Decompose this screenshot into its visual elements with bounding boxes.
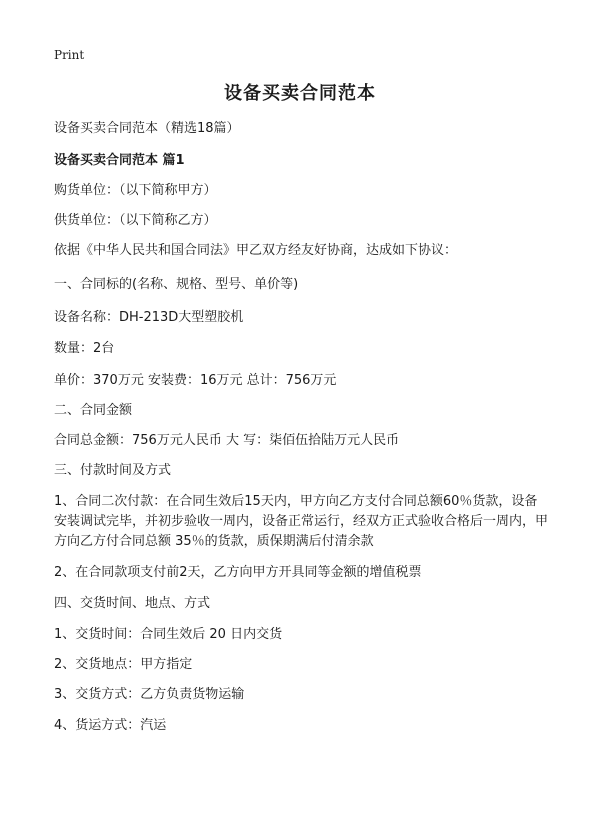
document-subtitle: 设备买卖合同范本（精选18篇） (54, 121, 240, 136)
delivery-method-line: 3、交货方式：乙方负责货物运输 (54, 687, 245, 702)
item1-heading: 一、合同标的(名称、规格、型号、单价等) (54, 277, 299, 292)
payment-paragraph-2: 2、在合同款项支付前2天，乙方向甲方开具同等金额的增值税票 (54, 565, 422, 580)
section-heading: 设备买卖合同范本 篇1 (54, 153, 185, 168)
seller-line: 供货单位：（以下简称乙方） (54, 213, 217, 228)
payment-paragraph-1: 1、合同二次付款：在合同生效后15天内，甲方向乙方支付合同总额60％货款，设备安装调试完毕，并初步验收一周内，设备正常运行，经双方正式验收合格后一周内，甲方向乙方付合同总额 35％的货款，质保期满后付清余款 (54, 494, 549, 549)
unit-price-line: 单价：370万元 安装费：16万元 总计：756万元 (54, 373, 337, 388)
total-amount-line: 合同总金额：756万元人民币 大 写：柒佰伍拾陆万元人民币 (54, 433, 400, 448)
item2-heading: 二、合同金额 (54, 403, 133, 418)
delivery-place-line: 2、交货地点：甲方指定 (54, 657, 193, 672)
equipment-name-line: 设备名称：DH-213D大型塑胶机 (54, 310, 244, 325)
item3-heading: 三、付款时间及方式 (54, 463, 172, 478)
quantity-line: 数量：2台 (54, 341, 115, 356)
delivery-time-line: 1、交货时间：合同生效后 20 日内交货 (54, 627, 283, 642)
buyer-line: 购货单位：（以下简称甲方） (54, 183, 217, 198)
document-title: 设备买卖合同范本 (224, 83, 376, 104)
shipping-method-line: 4、货运方式：汽运 (54, 718, 167, 733)
intro-line: 依据《中华人民共和国合同法》甲乙双方经友好协商，达成如下协议： (54, 243, 458, 258)
print-link[interactable]: Print (54, 48, 85, 62)
item4-heading: 四、交货时间、地点、方式 (54, 596, 211, 611)
